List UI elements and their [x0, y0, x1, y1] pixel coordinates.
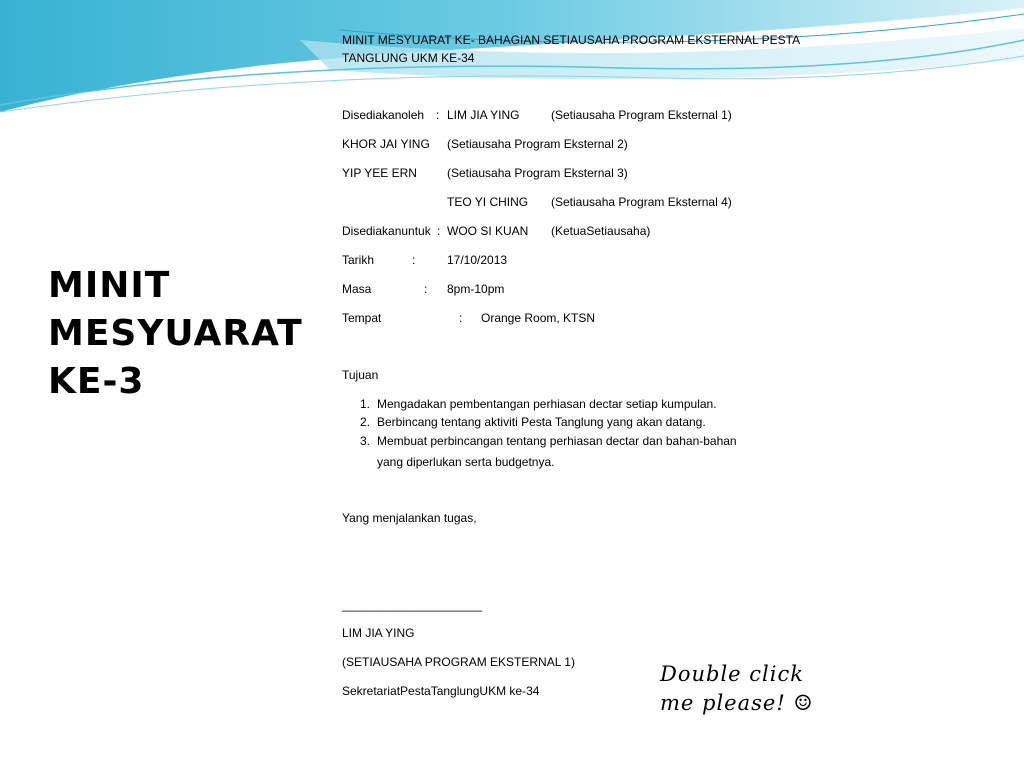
list-item: Membuat perbincangan tentang perhiasan dectar dan bahan-bahan	[377, 434, 737, 448]
list-number: 2.	[360, 415, 371, 429]
document-heading: TANGLUNG UKM KE-34	[342, 51, 475, 65]
preparer-role: (Setiausaha Program Eksternal 3)	[447, 166, 628, 180]
colon: :	[436, 108, 440, 122]
list-item: Mengadakan pembentangan perhiasan dectar setiap kumpulan.	[377, 397, 717, 411]
prepared-for-label: Disediakanuntuk	[342, 224, 431, 238]
signature-line: _____________________	[342, 598, 483, 612]
preparer-name: TEO YI CHING	[447, 195, 529, 209]
date-value: 17/10/2013	[447, 253, 508, 267]
list-number: 1.	[360, 397, 371, 411]
slide-title-line: MESYUARAT	[48, 313, 303, 354]
recipient-role: (KetuaSetiausaha)	[551, 224, 651, 238]
closing-text: Yang menjalankan tugas,	[342, 511, 477, 525]
signer-title: (SETIAUSAHA PROGRAM EKSTERNAL 1)	[342, 655, 575, 669]
list-number: 3.	[360, 434, 371, 448]
place-label: Tempat	[342, 311, 382, 325]
purpose-label: Tujuan	[342, 368, 379, 382]
preparer-name: YIP YEE ERN	[342, 166, 417, 180]
colon: :	[424, 282, 428, 296]
signer-name: LIM JIA YING	[342, 626, 415, 640]
preparer-role: (Setiausaha Program Eksternal 2)	[447, 137, 628, 151]
preparer-role: (Setiausaha Program Eksternal 1)	[551, 108, 732, 122]
document-heading: MINIT MESYUARAT KE- BAHAGIAN SETIAUSAHA PROGRAM EKSTERNAL PESTA	[342, 33, 801, 47]
colon: :	[437, 224, 441, 238]
header-wave-decoration	[0, 0, 1024, 120]
colon: :	[459, 311, 463, 325]
time-label: Masa	[342, 282, 372, 296]
date-label: Tarikh	[342, 253, 375, 267]
hint-line: me please! ☺	[660, 691, 814, 715]
list-item: yang diperlukan serta budgetnya.	[377, 455, 555, 469]
slide-title	[48, 262, 303, 406]
slide-title-line: MINIT	[48, 265, 171, 306]
time-value: 8pm-10pm	[447, 282, 505, 296]
colon: :	[412, 253, 416, 267]
preparer-role: (Setiausaha Program Eksternal 4)	[551, 195, 732, 209]
hint-line: Double click	[660, 662, 804, 686]
slide-title-line: KE-3	[48, 361, 145, 402]
preparer-name: KHOR JAI YING	[342, 137, 430, 151]
prepared-by-label: Disediakanoleh	[342, 108, 425, 122]
place-value: Orange Room, KTSN	[481, 311, 596, 325]
preparer-name: LIM JIA YING	[447, 108, 520, 122]
signer-organization: SekretariatPestaTanglungUKM ke-34	[342, 684, 540, 698]
recipient-name: WOO SI KUAN	[447, 224, 529, 238]
list-item: Berbincang tentang aktiviti Pesta Tanglung yang akan datang.	[377, 415, 706, 429]
double-click-hint[interactable]	[660, 660, 813, 718]
